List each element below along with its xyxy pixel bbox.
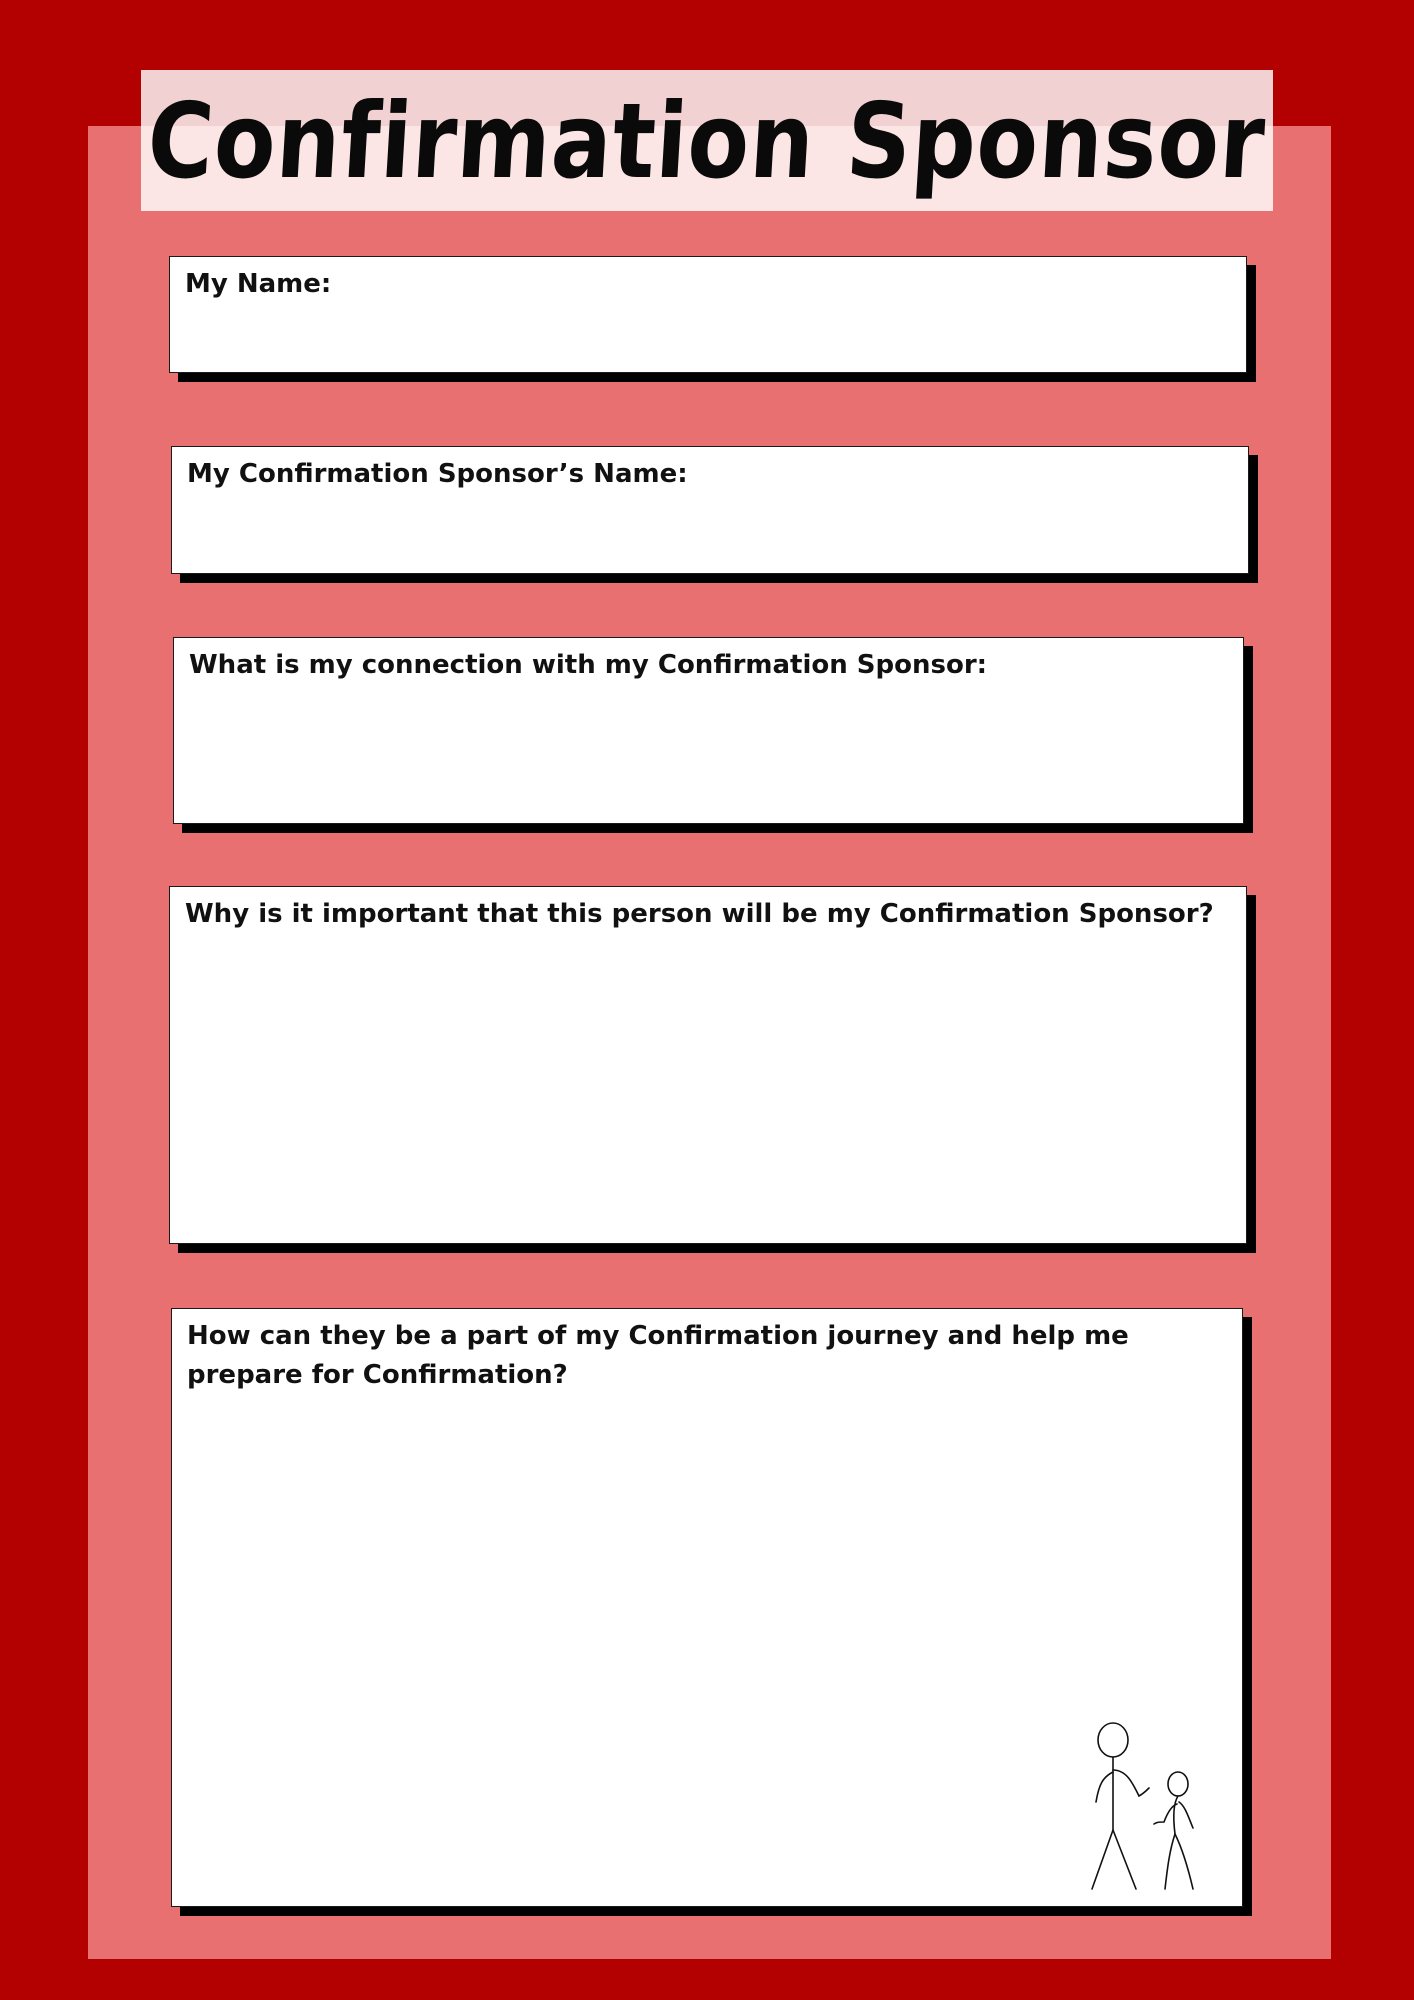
adult-head-icon: [1098, 1723, 1128, 1757]
sponsor-name-field[interactable]: [171, 446, 1249, 574]
journey-label: How can they be a part of my Confirmation journey and help me prepare for Confirmation?: [187, 1321, 1129, 1390]
title-banner: [141, 70, 1273, 211]
adult-left-arm-icon: [1096, 1772, 1113, 1802]
my-name-label: My Name:: [185, 269, 332, 299]
connection-field[interactable]: [173, 637, 1244, 824]
adult-legs-icon: [1092, 1830, 1136, 1889]
child-head-icon: [1168, 1772, 1188, 1796]
my-name-field[interactable]: [169, 256, 1247, 373]
adult-right-arm-icon: [1113, 1770, 1149, 1796]
child-right-arm-icon: [1179, 1802, 1193, 1828]
child-legs-icon: [1165, 1834, 1193, 1889]
sponsor-name-label: My Confirmation Sponsor’s Name:: [187, 459, 688, 489]
adult-and-child-stick-figures-icon: [1075, 1722, 1205, 1892]
connection-label: What is my connection with my Confirmation Sponsor:: [189, 650, 988, 680]
importance-field[interactable]: [169, 886, 1247, 1244]
child-body-icon: [1174, 1796, 1178, 1834]
importance-label: Why is it important that this person will be my Confirmation Sponsor?: [185, 899, 1214, 929]
page-title: Confirmation Sponsor: [144, 79, 1270, 202]
